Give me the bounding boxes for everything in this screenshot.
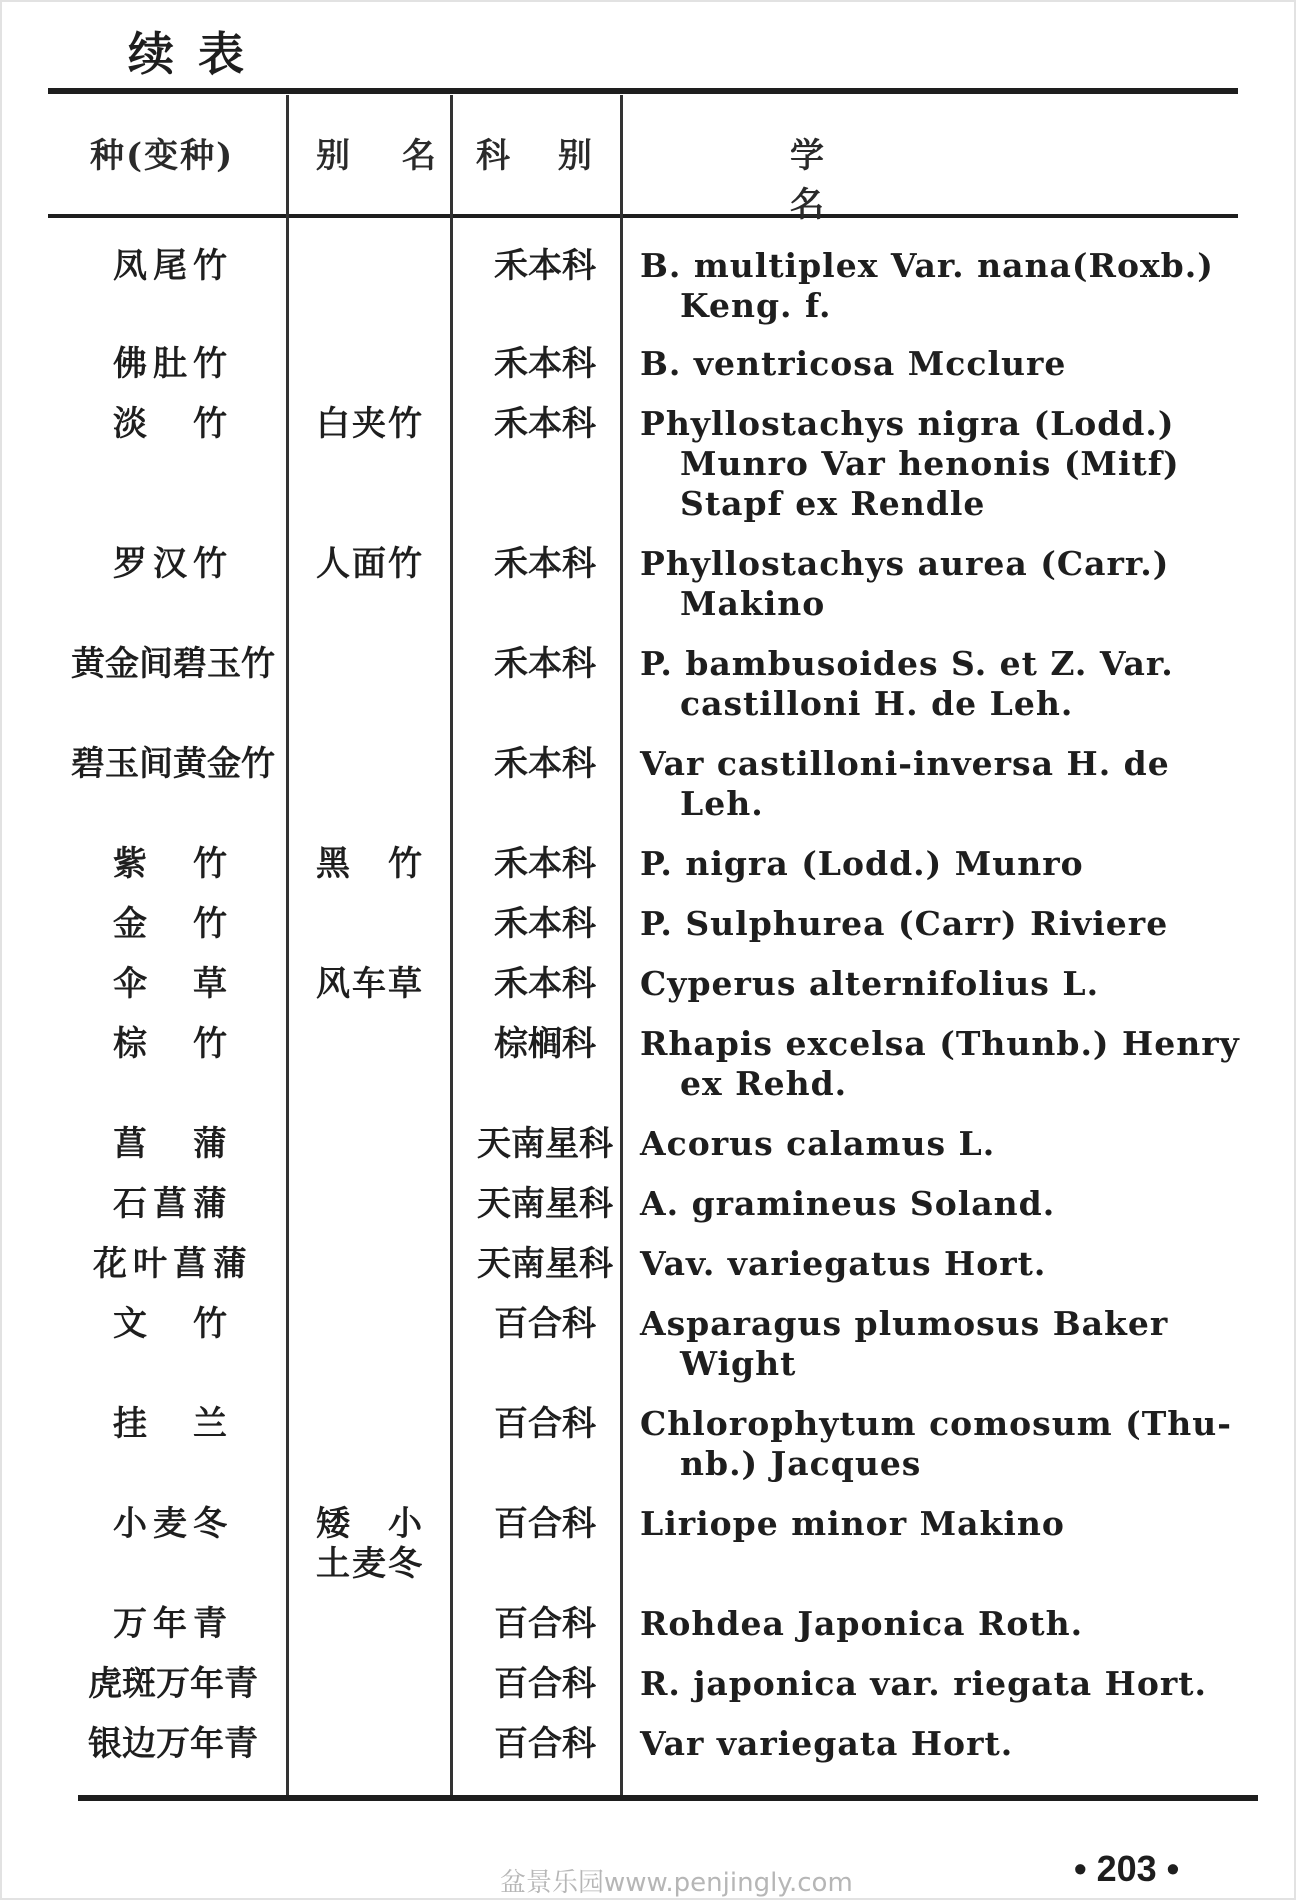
cell-scientific — [640, 544, 1260, 624]
sci-line: Cyperus alternifolius L. — [640, 964, 1100, 1003]
cell-family: 禾本科 — [494, 344, 596, 384]
header-alias: 别 名 — [316, 136, 456, 176]
sci-line: Liriope minor Makino — [640, 1504, 1065, 1543]
page-number: • 203 • — [1074, 1848, 1180, 1889]
cell-scientific — [640, 644, 1260, 724]
cell-species: 伞 草 — [113, 964, 233, 1004]
sci-line: B. ventricosa Mcclure — [640, 344, 1067, 383]
sci-line: Stapf ex Rendle — [680, 484, 986, 523]
cell-alias: 人面竹 — [316, 544, 424, 584]
cell-scientific — [640, 1504, 1260, 1544]
cell-scientific — [640, 964, 1260, 1004]
cell-scientific — [640, 1184, 1260, 1224]
page-heading: 续表 — [128, 27, 268, 81]
cell-species: 金 竹 — [113, 904, 233, 944]
cell-species: 凤尾竹 — [113, 246, 233, 286]
sci-line: A. gramineus Soland. — [640, 1184, 1056, 1223]
cell-alias: 白夹竹 — [316, 404, 424, 444]
cell-species: 挂 兰 — [113, 1404, 233, 1444]
cell-species: 小麦冬 — [113, 1504, 233, 1544]
alias-line: 土麦冬 — [316, 1544, 424, 1584]
cell-species: 石菖蒲 — [113, 1184, 233, 1224]
cell-family: 百合科 — [494, 1404, 596, 1444]
cell-species: 银边万年青 — [88, 1724, 258, 1764]
cell-species: 淡 竹 — [113, 404, 233, 444]
cell-scientific — [640, 1304, 1260, 1384]
cell-family: 禾本科 — [494, 404, 596, 444]
sci-line: P. bambusoides S. et Z. Var. — [640, 644, 1174, 683]
cell-family: 棕榈科 — [494, 1024, 596, 1064]
sci-line: ex Rehd. — [680, 1064, 848, 1103]
cell-scientific — [640, 344, 1260, 384]
cell-family: 禾本科 — [494, 544, 596, 584]
sci-line: Vav. variegatus Hort. — [640, 1244, 1047, 1283]
cell-family: 百合科 — [494, 1304, 596, 1344]
top-rule — [48, 88, 1238, 94]
cell-scientific — [640, 1724, 1260, 1764]
cell-family: 百合科 — [494, 1504, 596, 1544]
cell-scientific — [640, 1404, 1260, 1484]
cell-scientific — [640, 1244, 1260, 1284]
sci-line: P. Sulphurea (Carr) Riviere — [640, 904, 1169, 943]
cell-alias — [290, 1504, 450, 1584]
sci-line: R. japonica var. riegata Hort. — [640, 1664, 1207, 1703]
cell-scientific — [640, 404, 1260, 524]
cell-family: 百合科 — [494, 1664, 596, 1704]
cell-scientific — [640, 844, 1260, 884]
sci-line: Makino — [680, 584, 826, 623]
watermark: 盆景乐园www.penjingly.com — [500, 1868, 853, 1898]
cell-family: 禾本科 — [494, 246, 596, 286]
cell-species: 佛肚竹 — [113, 344, 233, 384]
sci-line: Wight — [680, 1344, 797, 1383]
sci-line: P. nigra (Lodd.) Munro — [640, 844, 1084, 883]
cell-species: 黄金间碧玉竹 — [71, 644, 275, 684]
cell-species: 紫 竹 — [113, 844, 233, 884]
cell-species: 罗汉竹 — [113, 544, 233, 584]
cell-species: 棕 竹 — [113, 1024, 233, 1064]
cell-scientific — [640, 1124, 1260, 1164]
cell-species: 花叶菖蒲 — [93, 1244, 253, 1284]
cell-species: 虎斑万年青 — [88, 1664, 258, 1704]
header-scientific-name: 学 名 — [790, 136, 1054, 225]
cell-scientific — [640, 246, 1260, 326]
cell-family: 百合科 — [494, 1604, 596, 1644]
sci-line: Rohdea Japonica Roth. — [640, 1604, 1084, 1643]
header-family: 科 别 — [476, 136, 610, 176]
cell-family: 天南星科 — [477, 1244, 613, 1284]
bottom-rule — [78, 1795, 1258, 1801]
cell-scientific — [640, 1664, 1260, 1704]
cell-species: 万年青 — [113, 1604, 233, 1644]
sci-line: Chlorophytum comosum (Thu- — [640, 1404, 1232, 1443]
cell-scientific — [640, 904, 1260, 944]
sci-line: castilloni H. de Leh. — [680, 684, 1074, 723]
header-species: 种(变种) — [90, 136, 235, 176]
cell-scientific — [640, 1604, 1260, 1644]
sci-line: Acorus calamus L. — [640, 1124, 996, 1163]
cell-family: 禾本科 — [494, 644, 596, 684]
sci-line: Asparagus plumosus Baker — [640, 1304, 1169, 1343]
column-divider — [620, 95, 623, 1795]
cell-species: 文 竹 — [113, 1304, 233, 1344]
sci-line: nb.) Jacques — [680, 1444, 922, 1483]
cell-family: 禾本科 — [494, 844, 596, 884]
cell-scientific — [640, 1024, 1260, 1104]
cell-scientific — [640, 744, 1260, 824]
sci-line: B. multiplex Var. nana(Roxb.) — [640, 246, 1214, 285]
cell-family: 天南星科 — [477, 1184, 613, 1224]
cell-family: 禾本科 — [494, 904, 596, 944]
cell-family: 百合科 — [494, 1724, 596, 1764]
sci-line: Leh. — [680, 784, 764, 823]
sci-line: Var variegata Hort. — [640, 1724, 1014, 1763]
cell-species: 菖 蒲 — [113, 1124, 233, 1164]
cell-family: 禾本科 — [494, 964, 596, 1004]
sci-line: Var castilloni-inversa H. de — [640, 744, 1170, 783]
cell-alias: 风车草 — [316, 964, 424, 1004]
cell-alias: 黑 竹 — [316, 844, 424, 884]
sci-line: Munro Var henonis (Mitf) — [680, 444, 1180, 483]
sci-line: Phyllostachys aurea (Carr.) — [640, 544, 1170, 583]
sci-line: Keng. f. — [680, 286, 832, 325]
cell-family: 天南星科 — [477, 1124, 613, 1164]
alias-line: 矮 小 — [316, 1504, 424, 1544]
cell-family: 禾本科 — [494, 744, 596, 784]
cell-species: 碧玉间黄金竹 — [71, 744, 275, 784]
sci-line: Rhapis excelsa (Thunb.) Henry — [640, 1024, 1240, 1063]
sci-line: Phyllostachys nigra (Lodd.) — [640, 404, 1175, 443]
column-divider — [450, 95, 453, 1795]
